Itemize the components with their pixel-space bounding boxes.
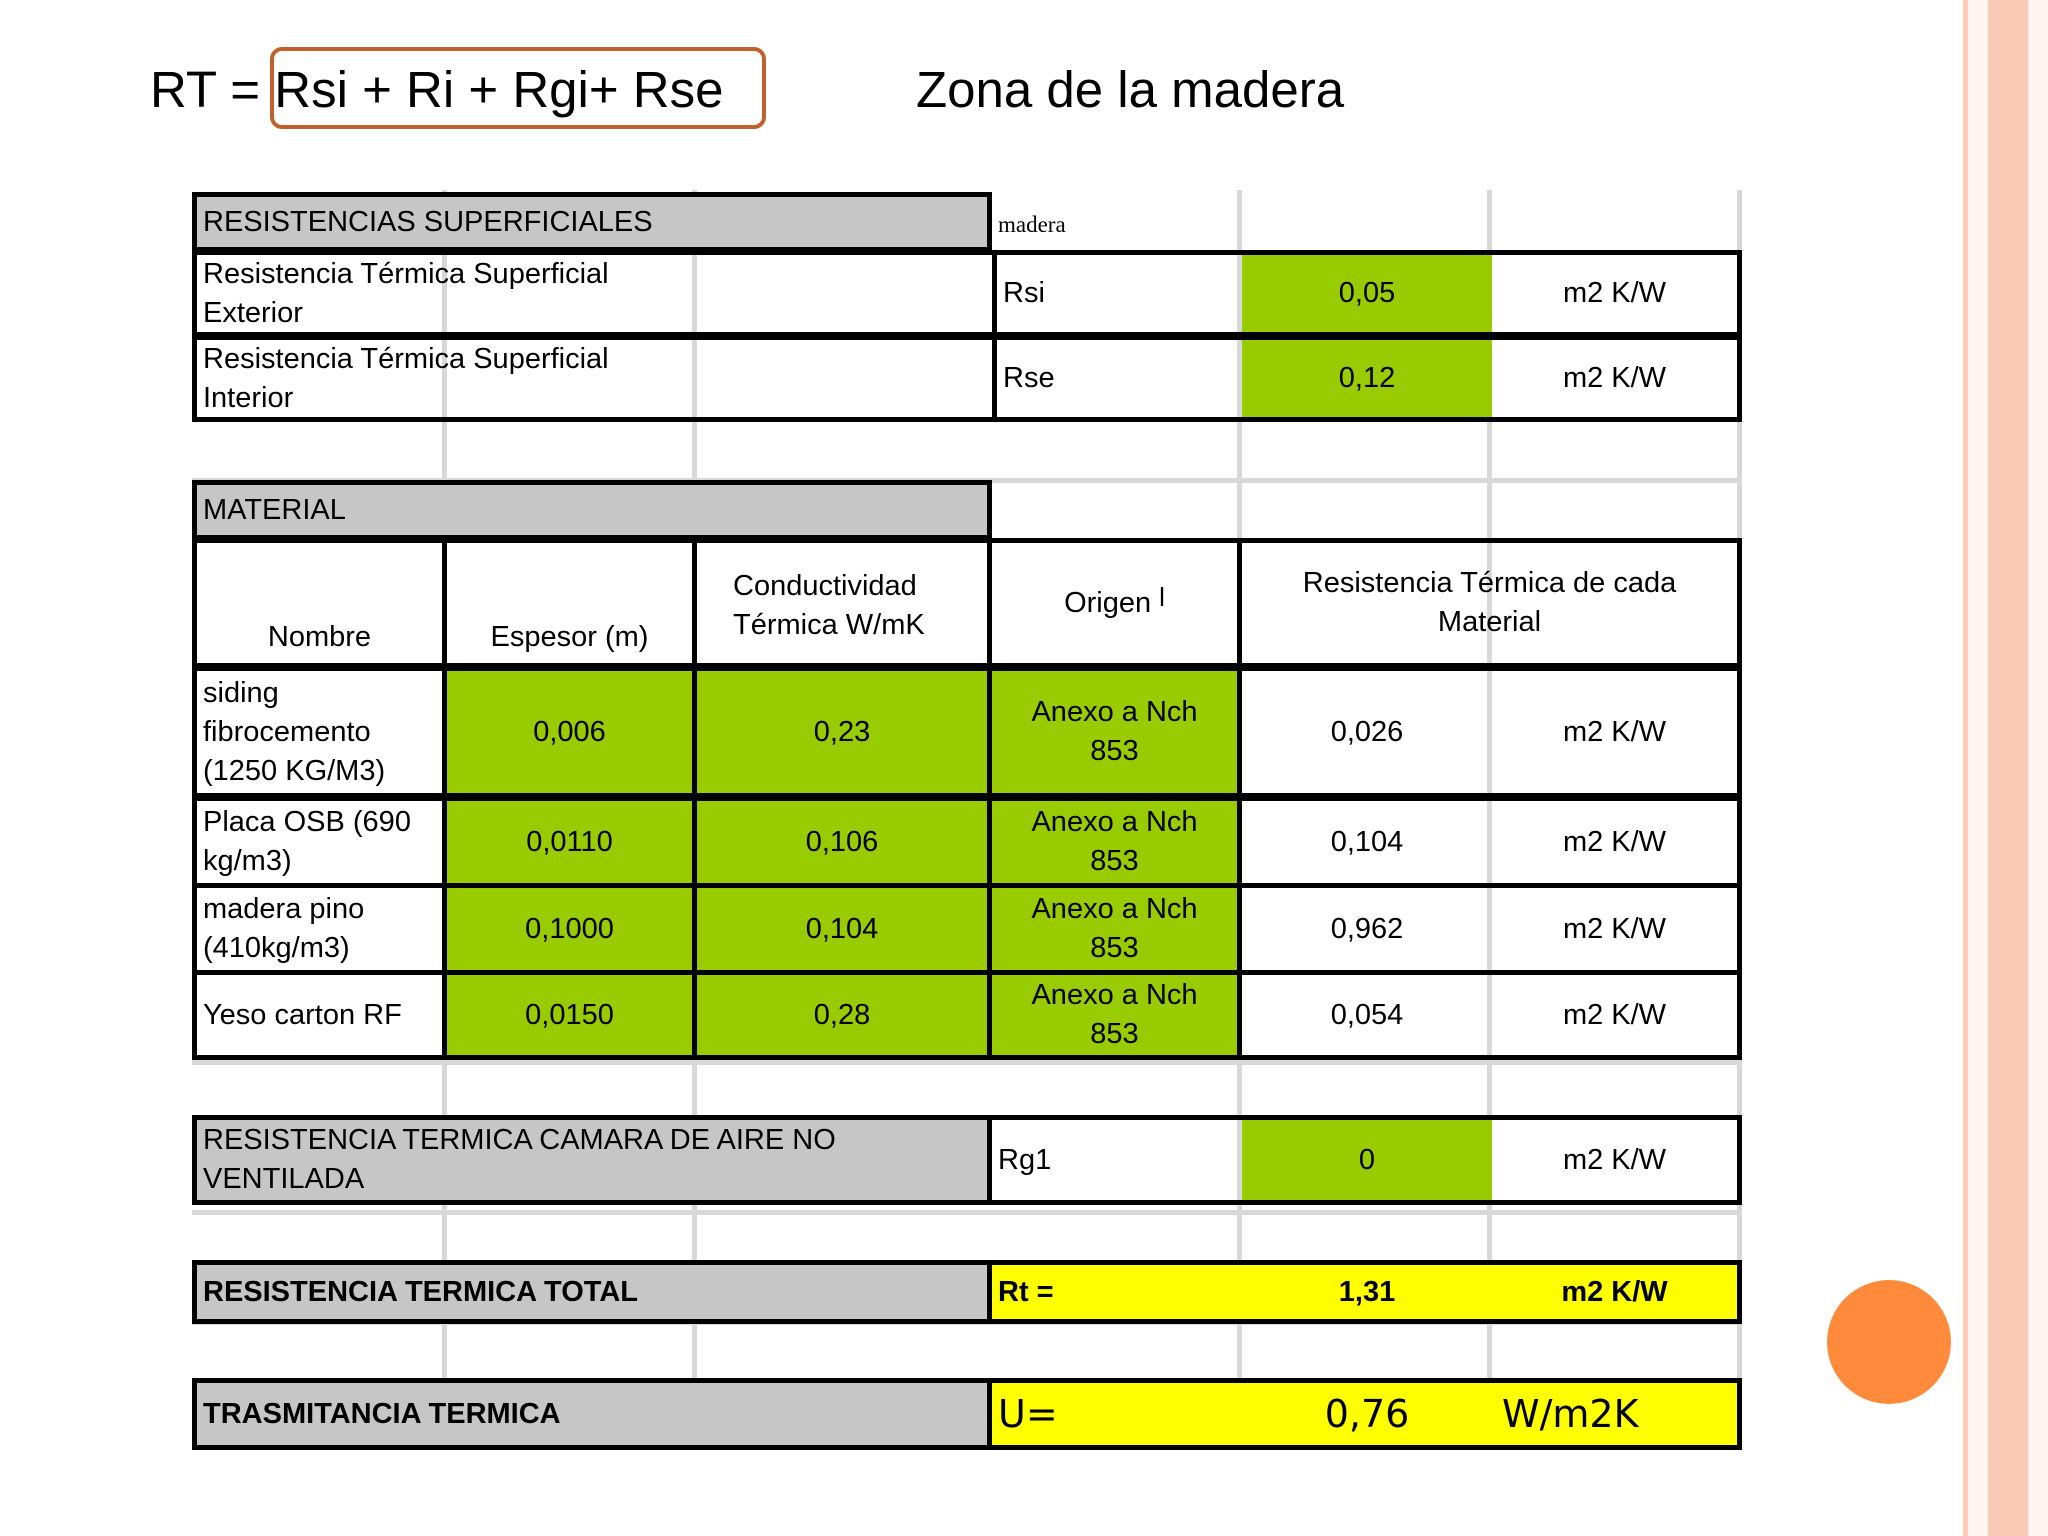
grid-line (192, 1210, 1742, 1215)
surface-section-header: RESISTENCIAS SUPERFICIALES (192, 192, 992, 252)
transmittance-row (987, 1378, 1742, 1450)
material-resistencia: 0,104 (1330, 825, 1404, 858)
material-espesor: 0,0150 (442, 970, 697, 1060)
material-section-header: MATERIAL (192, 480, 992, 540)
air-gap-label: RESISTENCIA TERMICA CAMARA DE AIRE NO VENTILADA (192, 1115, 992, 1205)
material-conductividad: 0,23 (692, 666, 992, 798)
total-label: RESISTENCIA TERMICA TOTAL (192, 1260, 992, 1324)
material-espesor: 0,0110 (442, 796, 697, 888)
material-origen: Anexo a Nch 853 (987, 970, 1242, 1060)
material-unit: m2 K/W (1562, 825, 1667, 858)
total-row (987, 1260, 1742, 1324)
surface-label: Resistencia Térmica Superficial Exterior (203, 257, 609, 329)
material-nombre: siding fibrocemento (1250 KG/M3) (192, 666, 447, 798)
material-conductividad: 0,106 (692, 796, 992, 888)
right-border-stripe (1968, 0, 1988, 1536)
formula-prefix: RT = (150, 61, 275, 118)
air-gap-value: 0 (1242, 1120, 1492, 1200)
material-espesor: 0,1000 (442, 883, 697, 975)
material-resistencia: 0,054 (1330, 998, 1404, 1031)
total-unit: m2 K/W (1561, 1275, 1668, 1308)
material-col-nombre: Nombre (192, 538, 447, 668)
surface-symbol: Rsi (992, 255, 1242, 332)
material-nombre: Yeso carton RF (192, 970, 447, 1060)
material-col-origen (987, 538, 1242, 668)
surface-label: Resistencia Térmica Superficial Interior (203, 342, 609, 414)
material-origen: Anexo a Nch 853 (987, 883, 1242, 975)
surface-note: madera (998, 211, 1066, 237)
material-resistencia: 0,026 (1330, 715, 1404, 748)
material-nombre: Placa OSB (690 kg/m3) (192, 796, 447, 888)
origen-label: Origen (1064, 586, 1152, 619)
material-col-resistencia: Resistencia Térmica de cada Material (1237, 538, 1742, 668)
total-symbol: Rt = (998, 1275, 1054, 1308)
total-value: 1,31 (1338, 1275, 1396, 1308)
material-resistencia-cell (1237, 883, 1742, 975)
material-unit: m2 K/W (1562, 998, 1667, 1031)
air-gap-symbol: Rg1 (998, 1143, 1052, 1176)
surface-row-exterior (192, 250, 1742, 337)
origen-mark: l (1159, 581, 1165, 612)
material-conductividad: 0,104 (692, 883, 992, 975)
material-espesor: 0,006 (442, 666, 697, 798)
material-resistencia: 0,962 (1330, 912, 1404, 945)
material-resistencia-cell (1237, 970, 1742, 1060)
material-unit: m2 K/W (1562, 715, 1667, 748)
material-origen: Anexo a Nch 853 (987, 796, 1242, 888)
surface-symbol: Rse (992, 340, 1242, 417)
zone-title: Zona de la madera (916, 61, 1345, 118)
grid-line (192, 1060, 1742, 1065)
air-gap-unit: m2 K/W (1562, 1143, 1667, 1176)
material-nombre: madera pino (410kg/m3) (192, 883, 447, 975)
material-resistencia-cell (1237, 796, 1742, 888)
material-unit: m2 K/W (1562, 912, 1667, 945)
right-border-stripe (1988, 0, 2028, 1536)
transmittance-label: TRASMITANCIA TERMICA (192, 1378, 992, 1450)
material-resistencia-cell (1237, 666, 1742, 798)
transmittance-value: 0,76 (1324, 1391, 1410, 1436)
transmittance-symbol: U= (998, 1391, 1058, 1436)
surface-row-interior (192, 335, 1742, 422)
transmittance-unit: W/m2K (1502, 1391, 1639, 1436)
material-col-conductividad: Conductividad Térmica W/mK (692, 538, 992, 668)
formula-terms: Rsi + Ri + Rgi+ Rse (274, 61, 724, 118)
material-origen: Anexo a Nch 853 (987, 666, 1242, 798)
material-conductividad: 0,28 (692, 970, 992, 1060)
air-gap-row (987, 1115, 1742, 1205)
surface-unit: m2 K/W (1562, 277, 1667, 309)
surface-value: 0,12 (1242, 340, 1492, 417)
decorative-circle (1827, 1280, 1951, 1404)
surface-unit: m2 K/W (1562, 362, 1667, 394)
material-col-espesor: Espesor (m) (442, 538, 697, 668)
surface-value: 0,05 (1242, 255, 1492, 332)
right-border-stripe (2028, 0, 2048, 1536)
formula-highlight-frame (270, 47, 766, 129)
